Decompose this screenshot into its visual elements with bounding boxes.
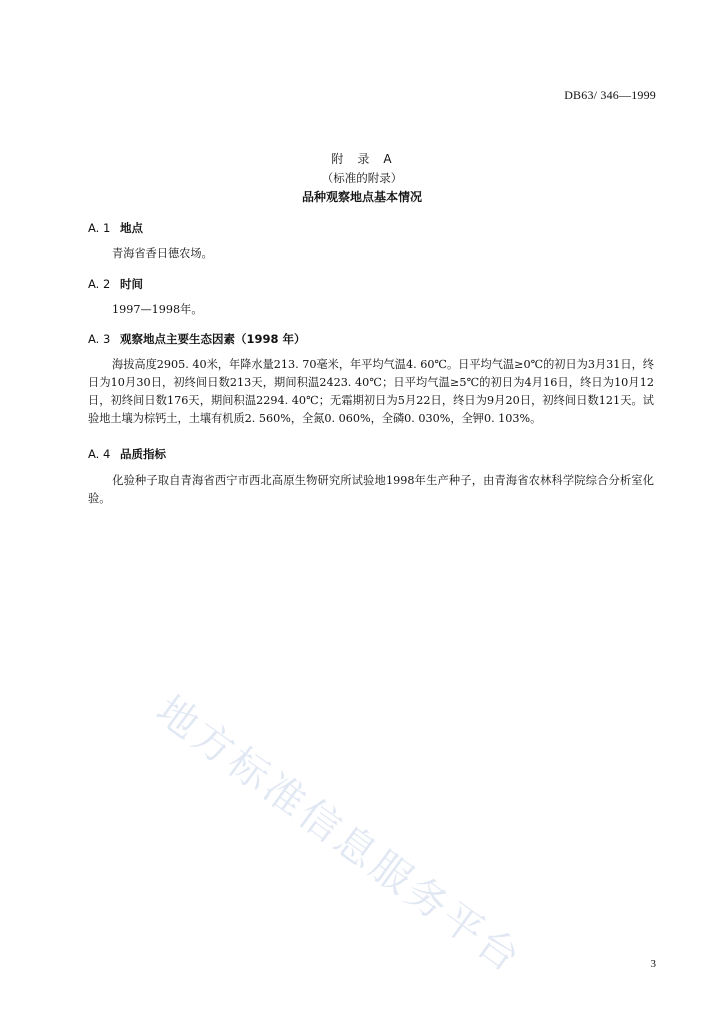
section-title: 品质指标 xyxy=(120,447,166,461)
section-text: 青海省香日德农场。 xyxy=(112,247,213,260)
watermark: 地方标准信息服务平台 xyxy=(147,687,531,984)
section-body-a2 xyxy=(88,301,654,319)
page-number: 3 xyxy=(650,958,656,970)
section-number: A. 4 xyxy=(88,447,111,461)
section-body-a4 xyxy=(88,472,654,508)
section-text: 化验种子取自青海省西宁市西北高原生物研究所试验地1998年生产种子，由青海省农林科学院综合分析室化验。 xyxy=(88,474,654,505)
section-heading-a3 xyxy=(88,331,306,347)
section-body-a3 xyxy=(88,356,654,428)
document-code: DB63/ 346—1999 xyxy=(564,88,656,102)
section-title: 时间 xyxy=(120,277,143,291)
section-title: 地点 xyxy=(120,221,143,235)
section-number: A. 3 xyxy=(88,332,111,346)
section-heading-a2 xyxy=(88,276,143,292)
appendix-subtitle: （标准的附录） xyxy=(321,171,403,185)
section-heading-a4 xyxy=(88,446,166,462)
section-body-a1 xyxy=(88,245,654,263)
section-number: A. 1 xyxy=(88,221,111,235)
appendix-name: 品种观察地点基本情况 xyxy=(301,190,422,204)
section-number: A. 2 xyxy=(88,277,111,291)
section-text: 1997—1998年。 xyxy=(112,303,203,316)
appendix-title: 附 录 A xyxy=(331,152,393,166)
section-heading-a1 xyxy=(88,220,143,236)
section-title: 观察地点主要生态因素（1998 年） xyxy=(120,332,306,346)
section-text: 海拔高度2905. 40米，年降水量213. 70毫米，年平均气温4. 60℃。日平均气温≥0℃的初日为3月31日，终日为10月30日，初终间日数213天，期间积温2423. 40℃；日平均气温≥5℃的初日为4月16日，终日为10月12日，初终间日数176天，期间积温2294. 40℃；无霜期初日为5月22日，终日为9月20日，初终间日数121天。试验地土壤为棕钙土，土壤有机质2. 560%，全氮0. 060%，全磷0. 030%，全钾0. 103%。 xyxy=(88,358,654,425)
